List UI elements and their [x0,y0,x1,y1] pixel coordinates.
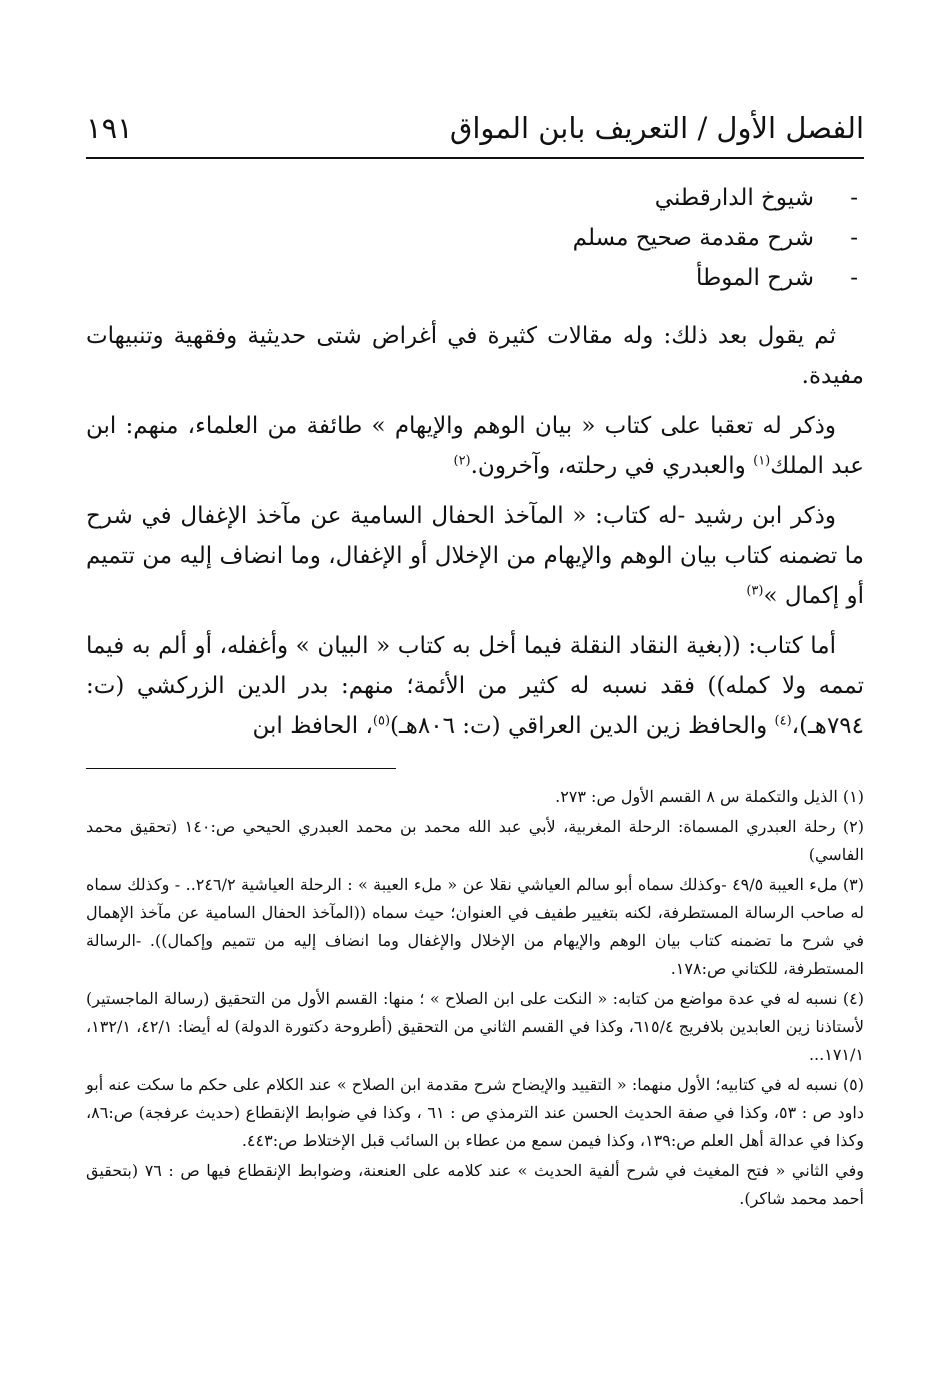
paragraph-text: وذكر له تعقبا على كتاب « بيان الوهم والإيهام » طائفة من العلماء، منهم: ابن عبد الملك [86,413,864,479]
header-rule [86,157,864,159]
chapter-title: الفصل الأول / التعريف بابن المواق [449,111,864,145]
dash-bullet: - [850,185,858,211]
paragraph-1: ثم يقول بعد ذلك: وله مقالات كثيرة في أغراض شتى حديثية وفقهية وتنبيهات مفيدة. [86,323,864,389]
page-number: ١٩١ [86,111,133,145]
paragraph-2 [86,406,864,486]
list-item [86,178,864,218]
footnote-ref: (٥) [372,713,391,729]
paragraph-text: والعبدري في رحلته، وآخرون. [470,453,754,479]
paragraph-text: أما كتاب: ((بغية النقاد النقلة فيما أخل به كتاب « البيان » وأغفله، أو ألم به فيما تممه ولا كمله)) فقد نسبه له كثير من الأئمة؛ منهم: بدر الدين الزركشي (ت: ٧٩٤هـ)، [86,633,864,739]
footnote-5: (٥) نسبه له في كتابيه؛ الأول منهما: « التقييد والإيضاح شرح مقدمة ابن الصلاح » عند الكلام على حكم ما سكت عنه أبو داود ص : ٥٣، وكذا في صفة الحديث الحسن عند الترمذي ص : ٦١ ، وكذا في ضوابط الإنقطاع (حديث عرفجة) ص:٨٦، وكذا في عدالة أهل العلم ص:١٣٩، وكذا فيمن سمع من عطاء بن السائب قبل الإختلاط ص:٤٤٣. [86,1075,864,1150]
paragraph-text: وذكر ابن رشيد -له كتاب: « المآخذ الحفال السامية عن مآخذ الإغفال في شرح ما تضمنه كتاب بيان الوهم والإيهام من الإخلال أو الإغفال، وما انضاف إليه من تتميم أو إكمال » [86,503,864,609]
footnote-1: (١) الذيل والتكملة س ٨ القسم الأول ص: ٢٧٣. [555,787,864,806]
footnote-3: (٣) ملء العيبة ٤٩/٥ -وكذلك سماه أبو سالم العياشي نقلا عن « ملء العيبة » : الرحلة العياشية ٢٤٦/٢.. - وكذلك سماه له صاحب الرسالة المستطرفة، لكنه بتغيير طفيف في العنوان؛ حيث سماه ((المآخذ الحفال السامية عن مآخذ الإهمال في شرح ما تضمنه كتاب بيان الوهم والإيهام من الإخلال والإغفال وما انضاف إليه من تتميم وإكمال)). -الرسالة المستطرفة، للكتاني ص:١٧٨. [86,875,865,978]
page-header [86,104,864,152]
paragraph-text: ، الحافظ ابن [252,713,373,739]
footnote-5-continued: وفي الثاني « فتح المغيث في شرح ألفية الحديث » عند كلامه على العنعنة، وضوابط الإنقطاع فيها ص : ٧٦ (بتحقيق أحمد محمد شاكر). [86,1161,865,1208]
paragraph-text: والحافظ زين الدين العراقي (ت: ٨٠٦هـ) [390,713,775,739]
footnote-rule [86,768,396,769]
paragraph-4 [86,626,864,746]
footnote-ref: (٣) [746,583,764,599]
footnote-ref: (٤) [774,713,792,729]
footnote-ref: (١) [753,453,771,469]
footnote-4: (٤) نسبه له في عدة مواضع من كتابه: « النكت على ابن الصلاح » ؛ منها: القسم الأول من التحقيق (رسالة الماجستير) لأستاذنا زين العابدين بلافريج ٦١٥/٤، وكذا في القسم الثاني من التحقيق (أطروحة دكتورة الدولة) له أيضا: ٤٢/١، ١٣٢/١، ١٧١/١... [86,989,865,1064]
list-item-text: شرح مقدمة صحيح مسلم [572,225,814,251]
list-item [86,258,864,298]
footnotes [86,783,864,1215]
footnote-2: (٢) رحلة العبدري المسماة: الرحلة المغربية، لأبي عبد الله محمد بن محمد العبدري الحيحي ص:١٤٠ (تحقيق محمد الفاسي) [86,817,865,864]
list-item-text: شرح الموطأ [695,265,814,291]
list-item-text: شيوخ الدارقطني [654,185,814,211]
main-text [86,178,864,746]
list-item [86,218,864,258]
footnote-ref: (٢) [453,453,471,469]
paragraph-3 [86,496,864,616]
dash-bullet: - [850,225,858,251]
dash-bullet: - [850,265,858,291]
